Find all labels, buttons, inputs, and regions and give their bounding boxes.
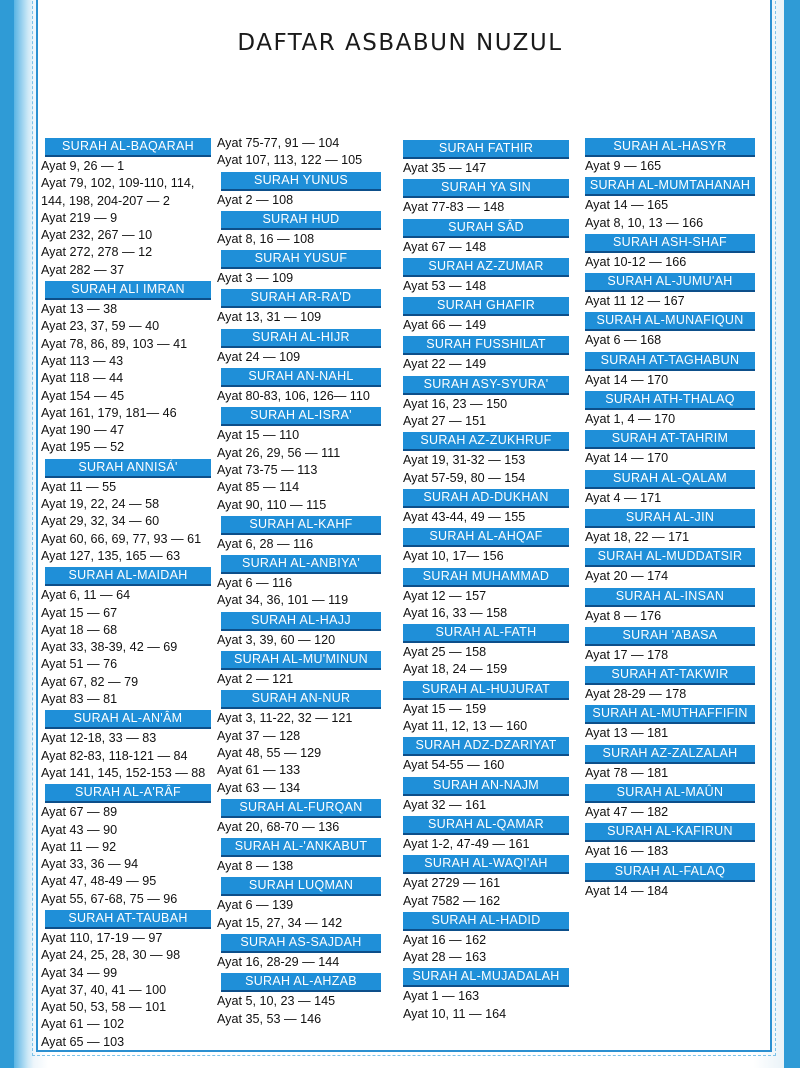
ayat-entry: Ayat 16 — 162 (403, 932, 487, 947)
ayat-entry: Ayat 113 — 43 (41, 353, 124, 368)
surah-heading: SURAH AR-RA'D (221, 289, 381, 308)
ayat-entry: Ayat 195 — 52 (41, 440, 125, 455)
surah-heading: SURAH GHAFIR (403, 297, 569, 316)
surah-heading: SURAH LUQMAN (221, 877, 381, 896)
ayat-entry: Ayat 7582 — 162 (403, 893, 501, 908)
ayat-entry: Ayat 73-75 — 113 (217, 462, 318, 477)
surah-heading: SURAH AL-A'RÂF (45, 784, 211, 803)
ayat-entry: Ayat 83 — 81 (41, 692, 118, 707)
surah-heading: SURAH AL-WAQI'AH (403, 855, 569, 874)
ayat-entry: Ayat 77-83 — 148 (403, 200, 505, 215)
surah-heading: SURAH AT-TAUBAH (45, 910, 211, 929)
surah-heading: SURAH ADZ-DZARIYAT (403, 737, 569, 756)
ayat-entry: Ayat 2 — 121 (217, 672, 294, 687)
surah-heading: SURAH ASH-SHAF (585, 234, 755, 253)
ayat-entry: Ayat 5, 10, 23 — 145 (217, 994, 336, 1009)
ayat-entry: Ayat 107, 113, 122 — 105 (217, 153, 363, 168)
ayat-entry: 144, 198, 204-207 — 2 (41, 193, 170, 208)
ayat-entry: Ayat 22 — 149 (403, 357, 487, 372)
surah-heading: SURAH AL-MUMTAHANAH (585, 177, 755, 196)
ayat-entry: Ayat 35, 53 — 146 (217, 1011, 322, 1026)
surah-heading: SURAH AN-NAHL (221, 368, 381, 387)
ayat-entry: Ayat 16 — 183 (585, 844, 669, 859)
surah-heading: SURAH ATH-THALAQ (585, 391, 755, 410)
surah-heading: SURAH AL-HASYR (585, 138, 755, 157)
surah-heading: SURAH AL-HUJURAT (403, 681, 569, 700)
surah-heading: SURAH AL-JIN (585, 509, 755, 528)
ayat-entry: Ayat 13 — 38 (41, 302, 118, 317)
ayat-entry: Ayat 282 — 37 (41, 262, 125, 277)
surah-heading: SURAH AN-NAJM (403, 777, 569, 796)
ayat-entry: Ayat 15, 27, 34 — 142 (217, 915, 343, 930)
ayat-entry: Ayat 65 — 103 (41, 1034, 125, 1049)
ayat-entry: Ayat 57-59, 80 — 154 (403, 470, 526, 485)
index-column-3 (403, 138, 581, 1023)
ayat-entry: Ayat 14 — 170 (585, 451, 669, 466)
surah-heading: SURAH ASY-SYURA' (403, 376, 569, 395)
ayat-entry: Ayat 1-2, 47-49 — 161 (403, 836, 530, 851)
surah-heading: SURAH HUD (221, 211, 381, 230)
surah-heading: SURAH AL-MUTHAFFIFIN (585, 705, 755, 724)
surah-heading: SURAH AL-FATH (403, 624, 569, 643)
surah-heading: SURAH YA SIN (403, 179, 569, 198)
ayat-entry: Ayat 53 — 148 (403, 278, 487, 293)
surah-heading: SURAH AL-ISRA' (221, 407, 381, 426)
surah-heading: SURAH AZ-ZUKHRUF (403, 432, 569, 451)
ayat-entry: Ayat 28-29 — 178 (585, 687, 687, 702)
surah-heading: SURAH YUSUF (221, 250, 381, 269)
ayat-entry: Ayat 9, 26 — 1 (41, 159, 125, 173)
surah-heading: SURAH ALI IMRAN (45, 281, 211, 300)
ayat-entry: Ayat 11, 12, 13 — 160 (403, 719, 528, 734)
ayat-entry: Ayat 25 — 158 (403, 645, 487, 660)
ayat-entry: Ayat 6, 11 — 64 (41, 588, 131, 603)
ayat-entry: Ayat 13 — 181 (585, 726, 669, 741)
ayat-entry: Ayat 13, 31 — 109 (217, 310, 322, 325)
ayat-entry: Ayat 2729 — 161 (403, 876, 501, 891)
ayat-entry: Ayat 16, 28-29 — 144 (217, 955, 340, 970)
surah-heading: SURAH AL-MUNAFIQUN (585, 312, 755, 331)
ayat-entry: Ayat 27 — 151 (403, 414, 487, 429)
ayat-entry: Ayat 14 — 165 (585, 198, 669, 213)
ayat-entry: Ayat 67 — 89 (41, 805, 118, 820)
ayat-entry: Ayat 9 — 165 (585, 159, 662, 173)
surah-heading: SURAH YUNUS (221, 172, 381, 191)
surah-heading: SURAH AL-MU'MINUN (221, 651, 381, 670)
surah-heading: SURAH AL-HIJR (221, 329, 381, 348)
ayat-entry: Ayat 118 — 44 (41, 371, 124, 386)
ayat-entry: Ayat 18, 24 — 159 (403, 662, 508, 677)
ayat-entry: Ayat 75-77, 91 — 104 (217, 136, 340, 150)
surah-heading: SURAH AL-HADID (403, 912, 569, 931)
surah-heading: SURAH MUHAMMAD (403, 568, 569, 587)
ayat-entry: Ayat 82-83, 118-121 — 84 (41, 748, 188, 763)
surah-heading: SURAH ANNISÁ' (45, 459, 211, 478)
surah-heading: SURAH AL-ANBIYA' (221, 555, 381, 574)
surah-heading: SURAH AL-BAQARAH (45, 138, 211, 157)
ayat-entry: Ayat 60, 66, 69, 77, 93 — 61 (41, 531, 202, 546)
ayat-entry: Ayat 67 — 148 (403, 239, 487, 254)
ayat-entry: Ayat 78 — 181 (585, 765, 669, 780)
surah-heading: SURAH AL-MAIDAH (45, 567, 211, 586)
ayat-entry: Ayat 43-44, 49 — 155 (403, 509, 526, 524)
surah-heading: SURAH AN-NUR (221, 690, 381, 709)
surah-heading: SURAH FUSSHILAT (403, 336, 569, 355)
surah-heading: SURAH AS-SAJDAH (221, 934, 381, 953)
ayat-entry: Ayat 6 — 116 (217, 576, 293, 591)
surah-heading: SURAH 'ABASA (585, 627, 755, 646)
ayat-entry: Ayat 16, 33 — 158 (403, 605, 508, 620)
ayat-entry: Ayat 47, 48-49 — 95 (41, 874, 157, 889)
ayat-entry: Ayat 10, 17— 156 (403, 549, 504, 564)
ayat-entry: Ayat 48, 55 — 129 (217, 745, 322, 760)
ayat-entry: Ayat 66 — 149 (403, 318, 487, 333)
ayat-entry: Ayat 33, 36 — 94 (41, 857, 139, 872)
ayat-entry: Ayat 14 — 184 (585, 883, 669, 898)
ayat-entry: Ayat 24 — 109 (217, 349, 301, 364)
surah-heading: SURAH AL-QALAM (585, 470, 755, 489)
ayat-entry: Ayat 127, 135, 165 — 63 (41, 548, 181, 563)
ayat-entry: Ayat 37 — 128 (217, 728, 301, 743)
ayat-entry: Ayat 1, 4 — 170 (585, 412, 676, 427)
ayat-entry: Ayat 8, 10, 13 — 166 (585, 215, 704, 230)
ayat-entry: Ayat 154 — 45 (41, 388, 125, 403)
surah-heading: SURAH AL-MUJADALAH (403, 968, 569, 987)
surah-heading: SURAH AL-QAMAR (403, 816, 569, 835)
ayat-entry: Ayat 110, 17-19 — 97 (41, 930, 163, 945)
surah-heading: SURAH AL-HAJJ (221, 612, 381, 631)
ayat-entry: Ayat 6, 28 — 116 (217, 536, 314, 551)
ayat-entry: Ayat 3, 11-22, 32 — 121 (217, 711, 353, 726)
ayat-entry: Ayat 78, 86, 89, 103 — 41 (41, 336, 188, 351)
ayat-entry: Ayat 37, 40, 41 — 100 (41, 982, 167, 997)
ayat-entry: Ayat 51 — 76 (41, 657, 118, 672)
surah-heading: SURAH FATHIR (403, 140, 569, 159)
ayat-entry: Ayat 15 — 67 (41, 605, 118, 620)
ayat-entry: Ayat 35 — 147 (403, 161, 487, 175)
surah-heading: SURAH AZ-ZUMAR (403, 258, 569, 277)
surah-heading: SURAH AT-TAGHABUN (585, 352, 755, 371)
ayat-entry: Ayat 63 — 134 (217, 780, 301, 795)
surah-heading: SURAH AL-KAFIRUN (585, 823, 755, 842)
surah-heading: SURAH AL-FURQAN (221, 799, 381, 818)
surah-heading: SURAH SÂD (403, 219, 569, 238)
ayat-entry: Ayat 90, 110 — 115 (217, 497, 327, 512)
ayat-entry: Ayat 32 — 161 (403, 797, 487, 812)
surah-heading: SURAH AL-MAÛN (585, 784, 755, 803)
ayat-entry: Ayat 1 — 163 (403, 989, 480, 1004)
surah-heading: SURAH AT-TAKWIR (585, 666, 755, 685)
surah-heading: SURAH AL-JUMU'AH (585, 273, 755, 292)
ayat-entry: Ayat 232, 267 — 10 (41, 228, 153, 243)
surah-heading: SURAH AL-INSAN (585, 588, 755, 607)
ayat-entry: Ayat 15 — 110 (217, 428, 300, 443)
surah-heading: SURAH AL-MUDDATSIR (585, 548, 755, 567)
ayat-entry: Ayat 4 — 171 (585, 490, 662, 505)
ayat-entry: Ayat 26, 29, 56 — 111 (217, 445, 341, 460)
ayat-entry: Ayat 272, 278 — 12 (41, 245, 153, 260)
ayat-entry: Ayat 55, 67-68, 75 — 96 (41, 891, 178, 906)
ayat-entry: Ayat 61 — 102 (41, 1017, 125, 1032)
ayat-entry: Ayat 67, 82 — 79 (41, 674, 139, 689)
surah-heading: SURAH AL-'ANKABUT (221, 838, 381, 857)
ayat-entry: Ayat 85 — 114 (217, 480, 300, 495)
ayat-entry: Ayat 34 — 99 (41, 965, 118, 980)
ayat-entry: Ayat 2 — 108 (217, 192, 294, 207)
ayat-entry: Ayat 43 — 90 (41, 822, 118, 837)
surah-heading: SURAH AL-FALAQ (585, 863, 755, 882)
ayat-entry: Ayat 16, 23 — 150 (403, 396, 508, 411)
ayat-entry: Ayat 161, 179, 181— 46 (41, 405, 177, 420)
ayat-entry: Ayat 219 — 9 (41, 210, 118, 225)
index-column-1 (41, 136, 219, 1051)
ayat-entry: Ayat 28 — 163 (403, 950, 487, 965)
ayat-entry: Ayat 17 — 178 (585, 647, 669, 662)
ayat-entry: Ayat 54-55 — 160 (403, 758, 505, 773)
surah-heading: SURAH AL-AHQAF (403, 528, 569, 547)
ayat-entry: Ayat 29, 32, 34 — 60 (41, 514, 160, 529)
ayat-entry: Ayat 19, 22, 24 — 58 (41, 497, 160, 512)
surah-heading: SURAH AL-KAHF (221, 516, 381, 535)
ayat-entry: Ayat 80-83, 106, 126— 110 (217, 389, 370, 404)
ayat-entry: Ayat 141, 145, 152-153 — 88 (41, 765, 206, 780)
ayat-entry: Ayat 11 12 — 167 (585, 294, 685, 309)
ayat-entry: Ayat 61 — 133 (217, 763, 301, 778)
ayat-entry: Ayat 20 — 174 (585, 569, 669, 584)
ayat-entry: Ayat 8 — 176 (585, 608, 662, 623)
ayat-entry: Ayat 19, 31-32 — 153 (403, 453, 526, 468)
ayat-entry: Ayat 15 — 159 (403, 701, 487, 716)
ayat-entry: Ayat 8 — 138 (217, 859, 294, 874)
ayat-entry: Ayat 12 — 157 (403, 588, 487, 603)
surah-heading: SURAH AD-DUKHAN (403, 489, 569, 508)
surah-heading: SURAH AZ-ZALZALAH (585, 745, 755, 764)
ayat-entry: Ayat 6 — 168 (585, 333, 662, 348)
ayat-entry: Ayat 47 — 182 (585, 805, 669, 820)
ayat-entry: Ayat 79, 102, 109-110, 114, (41, 176, 195, 191)
index-column-2 (217, 135, 389, 1028)
page-title: DAFTAR ASBABUN NUZUL (237, 30, 563, 56)
ayat-entry: Ayat 11 — 92 (41, 839, 117, 854)
ayat-entry: Ayat 8, 16 — 108 (217, 231, 315, 246)
index-column-4 (585, 136, 755, 900)
ayat-entry: Ayat 6 — 139 (217, 898, 294, 913)
ayat-entry: Ayat 11 — 55 (41, 479, 117, 494)
ayat-entry: Ayat 3 — 109 (217, 271, 294, 286)
ayat-entry: Ayat 20, 68-70 — 136 (217, 819, 340, 834)
surah-heading: SURAH AL-AHZAB (221, 973, 381, 992)
ayat-entry: Ayat 24, 25, 28, 30 — 98 (41, 948, 181, 963)
ayat-entry: Ayat 33, 38-39, 42 — 69 (41, 640, 178, 655)
ayat-entry: Ayat 34, 36, 101 — 119 (217, 593, 349, 608)
ayat-entry: Ayat 23, 37, 59 — 40 (41, 319, 160, 334)
surah-heading: SURAH AL-AN'ÂM (45, 710, 211, 729)
surah-heading: SURAH AT-TAHRIM (585, 430, 755, 449)
ayat-entry: Ayat 10, 11 — 164 (403, 1006, 507, 1021)
ayat-entry: Ayat 10-12 — 166 (585, 254, 687, 269)
ayat-entry: Ayat 3, 39, 60 — 120 (217, 632, 336, 647)
ayat-entry: Ayat 18 — 68 (41, 622, 118, 637)
ayat-entry: Ayat 14 — 170 (585, 372, 669, 387)
ayat-entry: Ayat 12-18, 33 — 83 (41, 731, 157, 746)
ayat-entry: Ayat 18, 22 — 171 (585, 529, 690, 544)
ayat-entry: Ayat 50, 53, 58 — 101 (41, 1000, 167, 1015)
ayat-entry: Ayat 190 — 47 (41, 423, 125, 438)
